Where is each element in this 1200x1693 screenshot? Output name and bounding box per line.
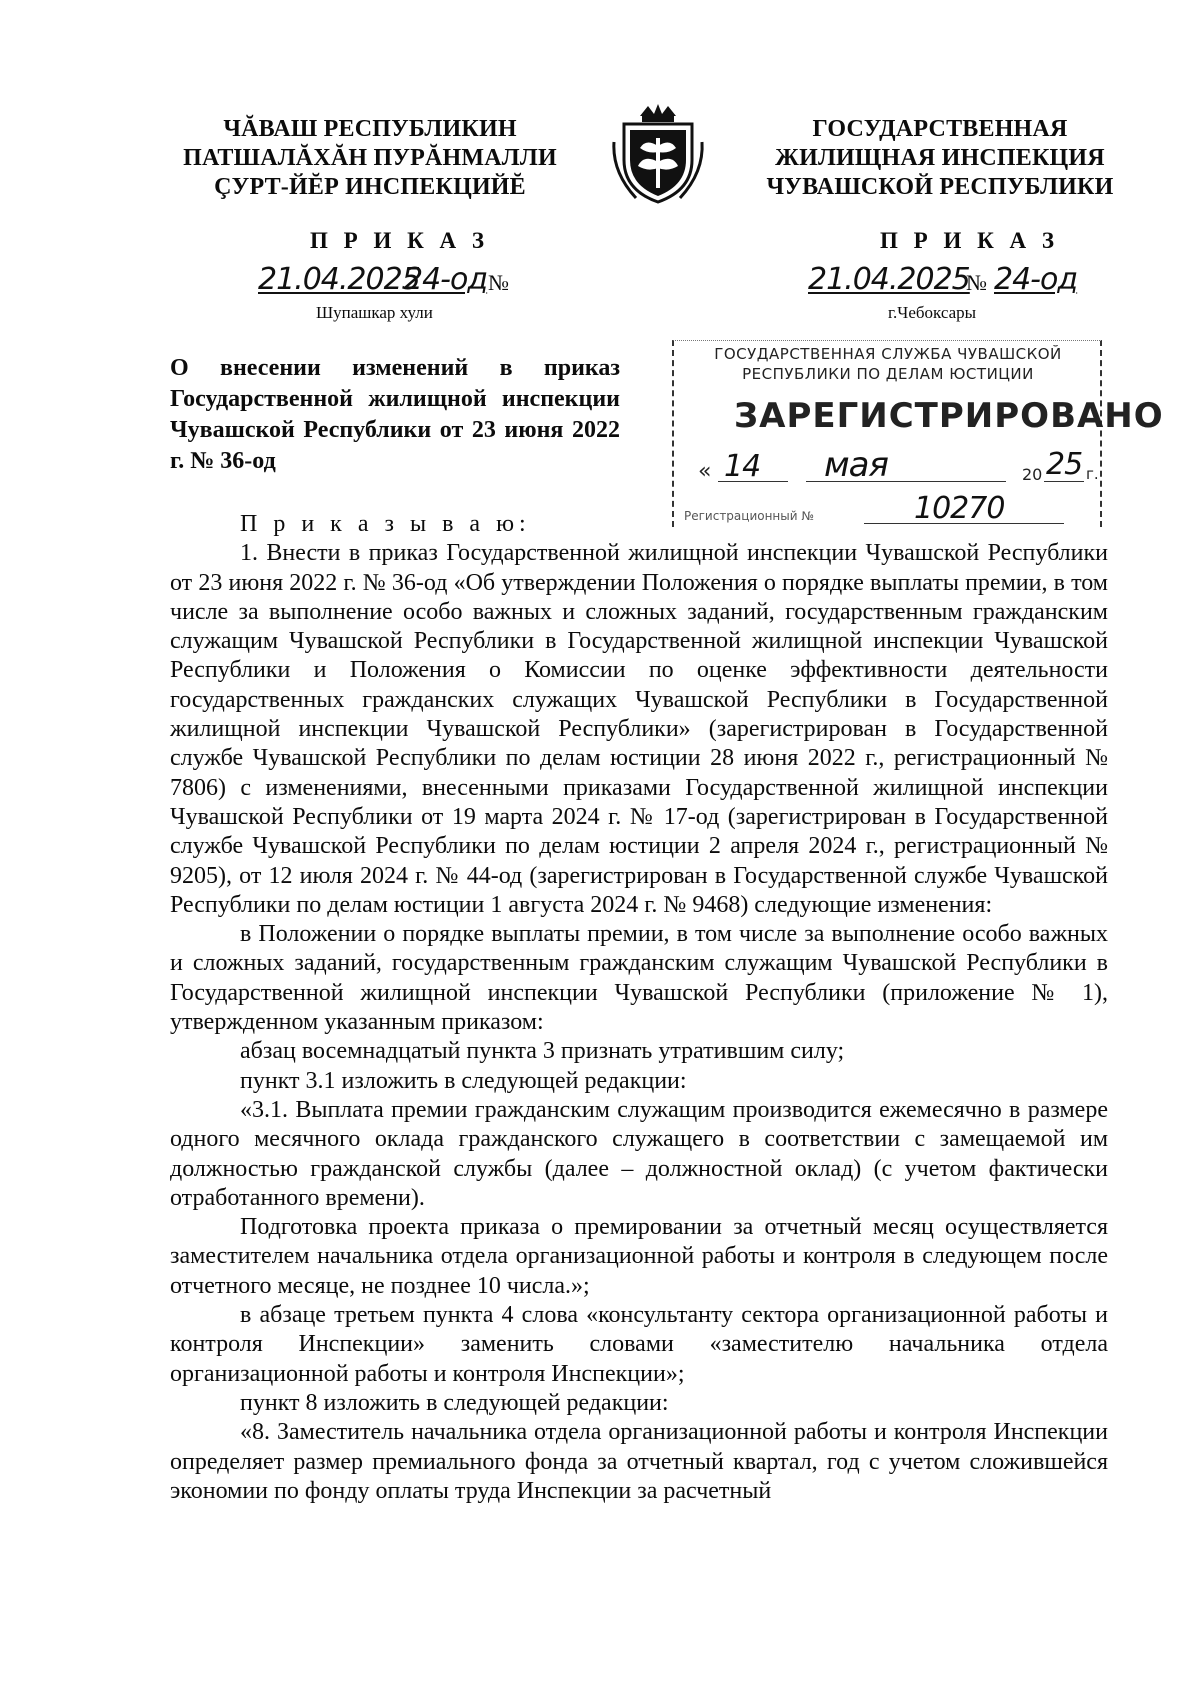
paragraph: абзац восемнадцатый пункта 3 признать утратившим силу; xyxy=(240,1038,845,1065)
header-right-line: ГОСУДАРСТВЕННАЯ xyxy=(812,116,1068,142)
stamp-day-line xyxy=(718,481,788,482)
coat-of-arms-icon xyxy=(610,102,706,206)
stamp-g: г. xyxy=(1086,465,1099,483)
paragraph: в Положении о порядке выплаты премии, в том числе за выполнение особо важных и сложных заданий, государственным гражданским служащим Чувашской Республики в Государственной жилищной инспекции Чувашской Республики (приложение № 1), утвержденном указанным приказом: xyxy=(170,921,1108,1036)
order-date-right: 21.04.2025 xyxy=(808,262,970,297)
header-left-line: ЧĂВАШ РЕСПУБЛИКИН xyxy=(223,116,517,142)
place-right: г.Чебоксары xyxy=(888,303,977,322)
stamp-reg-label: Регистрационный № xyxy=(684,509,814,523)
order-number-left: 24-од xyxy=(404,262,488,297)
header-left-line: ÇУРТ-ЙĔР ИНСПЕКЦИЙĔ xyxy=(214,174,526,200)
place-left: Шупашкар хули xyxy=(316,303,433,322)
number-sign-right: № xyxy=(966,270,987,295)
registration-stamp xyxy=(672,340,1164,527)
paragraph: 1. Внести в приказ Государственной жилищной инспекции Чувашской Республики от 23 июня 2022 г. № 36-од «Об утверждении Положения о порядке выплаты премии, в том числе за выполнение особо важных и сложных заданий, государственным гражданским служащим Чувашской Республики в Государственной жилищной инспекции Чувашской Республики и Положения о Комиссии по оценке эффективности деятельности государственных гражданских служащих Чувашской Республики в Государственной жилищной инспекции Чувашской Республики» (зарегистрирован в Государственной службе Чувашской Республики по делам юстиции 28 июня 2022 г., регистрационный № 7806) с изменениями, внесенными приказами Государственной жилищной инспекции Чувашской Республики от 19 марта 2024 г. № 17-од (зарегистрирован в Государственной службе Чувашской Республики по делам юстиции 2 апреля 2024 г., регистрационный № 9205), от 12 июля 2024 г. № 44-од (зарегистрирован в Государственной службе Чувашской Республики по делам юстиции 1 августа 2024 г. № 9468) следующие изменения: xyxy=(170,540,1108,918)
stamp-year-suffix: 25 xyxy=(1046,447,1083,482)
stamp-line-1: ГОСУДАРСТВЕННАЯ СЛУЖБА ЧУВАШСКОЙ xyxy=(714,345,1062,363)
stamp-month: мая xyxy=(824,445,888,485)
paragraph: «8. Заместитель начальника отдела организационной работы и контроля Инспекции определяет размер премиального фонда за отчетный квартал, год с учетом сложившейся экономии по фонду оплаты труда Инспекции за расчетный xyxy=(170,1419,1108,1504)
stamp-year-line xyxy=(1044,481,1084,482)
stamp-status: ЗАРЕГИСТРИРОВАНО xyxy=(734,396,1164,436)
header-russian xyxy=(740,115,1140,202)
number-sign-left: № xyxy=(488,270,509,295)
stamp-reg-number: 10270 xyxy=(914,491,1005,526)
order-heading-right: П Р И К А З xyxy=(880,228,1060,253)
paragraph: «3.1. Выплата премии гражданским служащим производится ежемесячно в размере одного месячного оклада гражданского служащего в соответствии с замещаемой им должностью гражданской службы (далее – должностной оклад) (с учетом фактически отработанного времени). xyxy=(170,1096,1108,1211)
order-date-left: 21.04.2025 xyxy=(258,262,420,297)
stamp-line-2: РЕСПУБЛИКИ ПО ДЕЛАМ ЮСТИЦИИ xyxy=(742,365,1034,383)
header-chuvash xyxy=(170,115,570,202)
paragraph: в абзаце третьем пункта 4 слова «консультанту сектора организационной работы и контроля Инспекции» заменить словами «заместителю начальника отдела организационной работы и контроля Инспекции»; xyxy=(170,1302,1108,1387)
stamp-day: 14 xyxy=(724,449,761,484)
paragraph: Подготовка проекта приказа о премировании за отчетный месяц осуществляется заместителем начальника отдела организационной работы и контроля в следующем после отчетного месяце, не позднее 10 числа.»; xyxy=(170,1214,1108,1299)
stamp-quote: « xyxy=(698,459,712,484)
prikazyvayu: П р и к а з ы в а ю: xyxy=(240,511,531,537)
header-right-line: ЖИЛИЩНАЯ ИНСПЕКЦИЯ xyxy=(775,145,1105,171)
header-left-line: ПАТШАЛĂХĂН ПУРĂНМАЛЛИ xyxy=(183,145,557,171)
paragraph: пункт 8 изложить в следующей редакции: xyxy=(240,1389,669,1416)
paragraph: пункт 3.1 изложить в следующей редакции: xyxy=(240,1067,687,1094)
document-body xyxy=(170,510,1108,1506)
order-number-right: 24-од xyxy=(994,262,1078,297)
order-heading-left: П Р И К А З xyxy=(310,228,490,253)
stamp-month-line xyxy=(806,481,1006,482)
header-right-line: ЧУВАШСКОЙ РЕСПУБЛИКИ xyxy=(766,174,1114,200)
stamp-year-prefix: 20 xyxy=(1022,465,1043,484)
document-title: О внесении изменений в приказ Государственной жилищной инспекции Чувашской Республики от 23 июня 2022 г. № 36-од xyxy=(170,355,620,474)
